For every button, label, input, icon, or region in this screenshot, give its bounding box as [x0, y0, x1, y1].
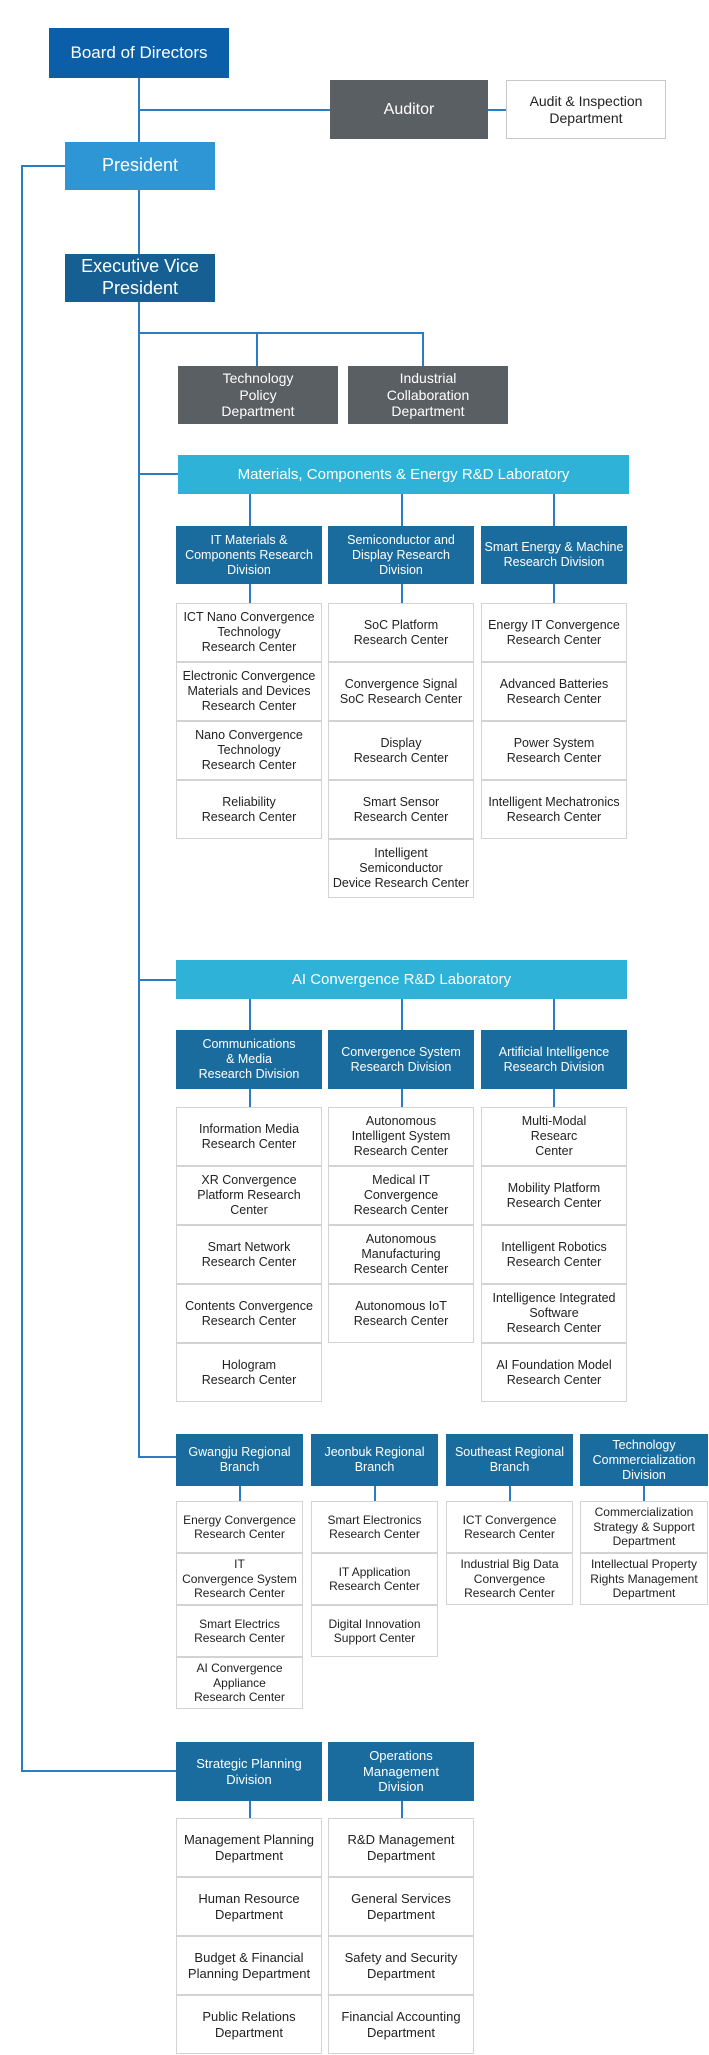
department-box: General Services Department: [328, 1877, 474, 1936]
department-box: R&D Management Department: [328, 1818, 474, 1877]
smart-energy-machine-division: Smart Energy & Machine Research Division: [481, 526, 627, 584]
research-center: Energy IT Convergence Research Center: [481, 603, 627, 662]
research-center: Multi-Modal Researc Center: [481, 1107, 627, 1166]
it-materials-components-division: IT Materials & Components Research Division: [176, 526, 322, 584]
research-center: XR Convergence Platform Research Center: [176, 1166, 322, 1225]
industrial-collaboration-department-box: Industrial Collaboration Department: [348, 366, 508, 424]
audit-inspection-department-box: Audit & Inspection Department: [506, 80, 666, 139]
department-box: Human Resource Department: [176, 1877, 322, 1936]
research-center: SoC Platform Research Center: [328, 603, 474, 662]
research-center: Industrial Big Data Convergence Research Center: [446, 1553, 573, 1605]
semiconductor-display-division: Semiconductor and Display Research Division: [328, 526, 474, 584]
research-center: Information Media Research Center: [176, 1107, 322, 1166]
president-box: President: [65, 142, 215, 190]
research-center: Power System Research Center: [481, 721, 627, 780]
research-center: Smart Sensor Research Center: [328, 780, 474, 839]
research-center: AI Foundation Model Research Center: [481, 1343, 627, 1402]
department-box: Public Relations Department: [176, 1995, 322, 2054]
southeast-regional-branch: Southeast Regional Branch: [446, 1434, 573, 1486]
gwangju-regional-branch: Gwangju Regional Branch: [176, 1434, 303, 1486]
research-center: IT Application Research Center: [311, 1553, 438, 1605]
research-center: Convergence Signal SoC Research Center: [328, 662, 474, 721]
research-center: Medical IT Convergence Research Center: [328, 1166, 474, 1225]
operations-management-division: Operations Management Division: [328, 1742, 474, 1801]
research-center: Autonomous IoT Research Center: [328, 1284, 474, 1343]
convergence-system-division: Convergence System Research Division: [328, 1030, 474, 1089]
ai-convergence-lab-box: AI Convergence R&D Laboratory: [176, 960, 627, 999]
research-center: Digital Innovation Support Center: [311, 1605, 438, 1657]
research-center: Reliability Research Center: [176, 780, 322, 839]
research-center: IT Convergence System Research Center: [176, 1553, 303, 1605]
research-center: Advanced Batteries Research Center: [481, 662, 627, 721]
technology-commercialization-division: Technology Commercialization Division: [580, 1434, 708, 1486]
artificial-intelligence-division: Artificial Intelligence Research Division: [481, 1030, 627, 1089]
research-center: Smart Electronics Research Center: [311, 1501, 438, 1553]
research-center: Autonomous Intelligent System Research Center: [328, 1107, 474, 1166]
research-center: Intelligent Mechatronics Research Center: [481, 780, 627, 839]
communications-media-division: Communications & Media Research Division: [176, 1030, 322, 1089]
research-center: Hologram Research Center: [176, 1343, 322, 1402]
research-center: AI Convergence Appliance Research Center: [176, 1657, 303, 1709]
department-box: Management Planning Department: [176, 1818, 322, 1877]
department-box: Safety and Security Department: [328, 1936, 474, 1995]
research-center: ICT Nano Convergence Technology Research Center: [176, 603, 322, 662]
research-center: Intelligent Semiconductor Device Research Center: [328, 839, 474, 898]
research-center: Energy Convergence Research Center: [176, 1501, 303, 1553]
executive-vice-president-box: Executive Vice President: [65, 254, 215, 302]
research-center: Intelligent Robotics Research Center: [481, 1225, 627, 1284]
research-center: Electronic Convergence Materials and Devices Research Center: [176, 662, 322, 721]
materials-components-energy-lab-box: Materials, Components & Energy R&D Laboratory: [178, 455, 629, 494]
technology-policy-department-box: Technology Policy Department: [178, 366, 338, 424]
strategic-planning-division: Strategic Planning Division: [176, 1742, 322, 1801]
board-of-directors-box: Board of Directors: [49, 28, 229, 78]
research-center: Display Research Center: [328, 721, 474, 780]
research-center: ICT Convergence Research Center: [446, 1501, 573, 1553]
department-box: Intellectual Property Rights Management Department: [580, 1553, 708, 1605]
research-center: Mobility Platform Research Center: [481, 1166, 627, 1225]
department-box: Budget & Financial Planning Department: [176, 1936, 322, 1995]
research-center: Smart Network Research Center: [176, 1225, 322, 1284]
research-center: Nano Convergence Technology Research Center: [176, 721, 322, 780]
research-center: Intelligence Integrated Software Research Center: [481, 1284, 627, 1343]
research-center: Contents Convergence Research Center: [176, 1284, 322, 1343]
department-box: Financial Accounting Department: [328, 1995, 474, 2054]
research-center: Autonomous Manufacturing Research Center: [328, 1225, 474, 1284]
department-box: Commercialization Strategy & Support Department: [580, 1501, 708, 1553]
auditor-box: Auditor: [330, 80, 488, 139]
research-center: Smart Electrics Research Center: [176, 1605, 303, 1657]
jeonbuk-regional-branch: Jeonbuk Regional Branch: [311, 1434, 438, 1486]
